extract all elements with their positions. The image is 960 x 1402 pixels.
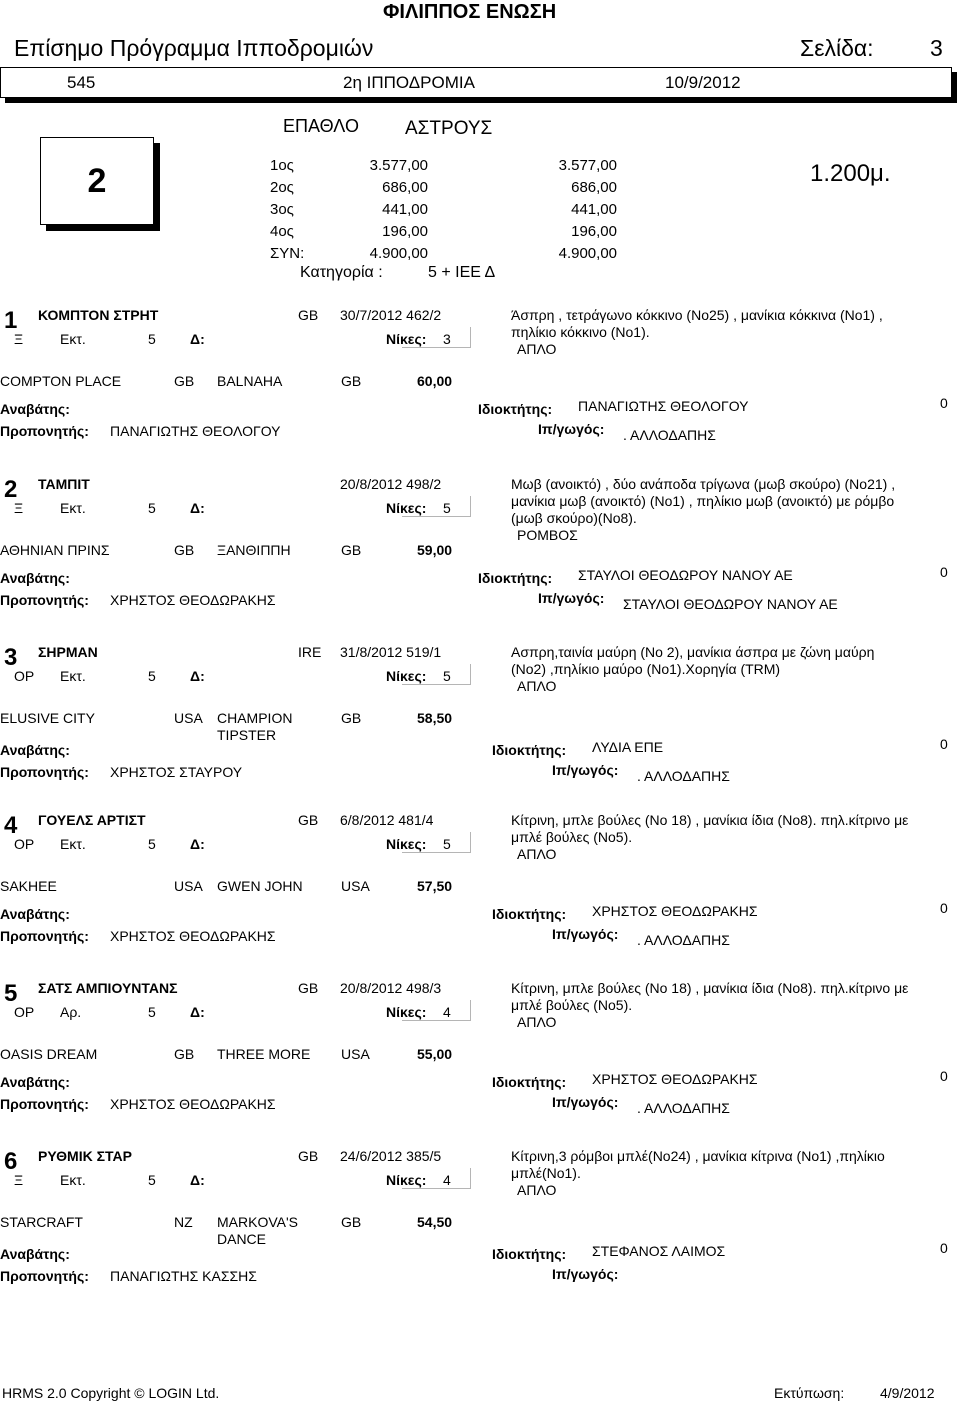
delta-label: Δ: (190, 500, 205, 516)
silks-description: Ασπρη,ταινία μαύρη (Νο 2), μανίκια άσπρα με ζώνη μαύρη (Νο2) ,πηλίκιο μαύρο (Νο1).Χορηγία (TRM) (511, 644, 875, 677)
horse-country: GB (298, 980, 319, 996)
race-date: 10/9/2012 (665, 73, 741, 92)
breeder-name: . ΑΛΛΟΔΑΠΗΣ (637, 1100, 730, 1116)
race-number-box: 2 (40, 137, 154, 225)
prize-place: 1ος (270, 157, 294, 174)
trainer-name: ΧΡΗΣΤΟΣ ΘΕΟΔΩΡΑΚΗΣ (110, 592, 276, 608)
horse-country: GB (298, 812, 319, 828)
horse-country: GB (298, 307, 319, 323)
horse-age: 5 (148, 500, 156, 516)
horse-sex: Ξ (14, 1172, 24, 1188)
owner-count: 0 (940, 1240, 948, 1256)
wins-label: Νίκες: (386, 500, 427, 516)
owner-label: Ιδιοκτήτης: (478, 401, 553, 417)
horse-name: ΓΟΥΕΛΣ ΑΡΤΙΣΤ (38, 812, 146, 828)
horse-date-ref: 20/8/2012 498/2 (340, 476, 442, 492)
horse-name: ΤΑΜΠΙΤ (38, 476, 90, 492)
horse-wins: 3 (443, 331, 451, 347)
owner-count: 0 (940, 564, 948, 580)
breeder-label: Ιπ/γωγός: (552, 762, 619, 778)
silks-pattern: ΑΠΛΟ (517, 1182, 557, 1198)
category-value: 5 + ΙΕΕ Δ (428, 264, 496, 281)
owner-count: 0 (940, 395, 948, 411)
sire-country: NZ (174, 1214, 193, 1230)
horse-date-ref: 6/8/2012 481/4 (340, 812, 434, 828)
horse-wins: 4 (443, 1004, 451, 1020)
owner-name: ΠΑΝΑΓΙΩΤΗΣ ΘΕΟΛΟΓΟΥ (578, 398, 749, 414)
sire-country: GB (174, 542, 195, 558)
race-header-band (0, 67, 952, 98)
horse-name: ΣΗΡΜΑΝ (38, 644, 98, 660)
horse-country: GB (298, 1148, 319, 1164)
trainer-name: ΧΡΗΣΤΟΣ ΘΕΟΔΩΡΑΚΗΣ (110, 1096, 276, 1112)
horse-age-label: Εκτ. (60, 836, 86, 852)
horse-number: 2 (4, 476, 18, 503)
horse-wins: 5 (443, 836, 451, 852)
sire-name: ELUSIVE CITY (0, 710, 95, 726)
sire-name: COMPTON PLACE (0, 373, 122, 389)
horse-sex: Ξ (14, 500, 24, 516)
breeder-label: Ιπ/γωγός: (538, 590, 605, 606)
prize-place: ΣΥΝ: (270, 245, 305, 262)
prize-amount-b: 4.900,00 (558, 245, 617, 262)
jockey-label: Αναβάτης: (0, 570, 70, 586)
horse-name: ΡΥΘΜΙΚ ΣΤΑΡ (38, 1148, 132, 1164)
horse-wins: 5 (443, 668, 451, 684)
dam-name: THREE MORE (217, 1046, 311, 1062)
owner-label: Ιδιοκτήτης: (492, 742, 567, 758)
delta-label: Δ: (190, 331, 205, 347)
trainer-name: ΠΑΝΑΓΙΩΤΗΣ ΚΑΣΣΗΣ (110, 1268, 257, 1284)
sire-name: ΑΘΗΝΙΑΝ ΠΡΙΝΣ (0, 542, 110, 558)
horse-date-ref: 20/8/2012 498/3 (340, 980, 442, 996)
breeder-name: . ΑΛΛΟΔΑΠΗΣ (637, 932, 730, 948)
delta-label: Δ: (190, 1172, 205, 1188)
horse-age: 5 (148, 668, 156, 684)
prize-amount-b: 3.577,00 (558, 157, 617, 174)
print-date: 4/9/2012 (880, 1385, 935, 1401)
prize-place: 4ος (270, 223, 294, 240)
horse-wins: 5 (443, 500, 451, 516)
prize-amount-b: 441,00 (571, 201, 617, 218)
carried-weight: 58,50 (417, 710, 453, 726)
owner-label: Ιδιοκτήτης: (492, 1246, 567, 1262)
owner-name: ΣΤΕΦΑΝΟΣ ΛΑΙΜΟΣ (592, 1243, 726, 1259)
dam-country: GB (341, 542, 362, 558)
horse-age-label: Εκτ. (60, 668, 86, 684)
silks-pattern: ΑΠΛΟ (517, 846, 557, 862)
wins-field-box (402, 496, 471, 517)
trainer-label: Προπονητής: (0, 928, 89, 944)
horse-age: 5 (148, 836, 156, 852)
owner-count: 0 (940, 1068, 948, 1084)
wins-label: Νίκες: (386, 668, 427, 684)
document-title: Επίσημο Πρόγραμμα Ιπποδρομιών (14, 35, 374, 61)
prize-amount-a: 196,00 (382, 223, 428, 240)
horse-name: ΚΟΜΠΤΟΝ ΣΤΡΗΤ (38, 307, 159, 323)
owner-name: ΧΡΗΣΤΟΣ ΘΕΟΔΩΡΑΚΗΣ (592, 1071, 758, 1087)
horse-sex: ΟΡ (14, 1004, 35, 1020)
owner-count: 0 (940, 900, 948, 916)
copyright: HRMS 2.0 Copyright © LOGIN Ltd. (2, 1385, 220, 1401)
silks-pattern: ΑΠΛΟ (517, 678, 557, 694)
dam-name: GWEN JOHN (217, 878, 303, 894)
delta-label: Δ: (190, 1004, 205, 1020)
sire-country: GB (174, 373, 195, 389)
carried-weight: 54,50 (417, 1214, 453, 1230)
meeting-number: 545 (67, 73, 96, 92)
horse-number: 3 (4, 644, 18, 671)
horse-wins: 4 (443, 1172, 451, 1188)
race-title: 2η ΙΠΠΟΔΡΟΜΙΑ (343, 73, 475, 92)
dam-country: USA (341, 878, 370, 894)
print-label: Εκτύπωση: (774, 1385, 845, 1401)
trainer-name: ΧΡΗΣΤΟΣ ΘΕΟΔΩΡΑΚΗΣ (110, 928, 276, 944)
sire-name: STARCRAFT (0, 1214, 83, 1230)
horse-age: 5 (148, 331, 156, 347)
horse-age-label: Εκτ. (60, 1172, 86, 1188)
silks-description: Κίτρινη, μπλε βούλες (Νο 18) , μανίκια ίδια (Νο8). πηλ.κίτρινο με μπλέ βούλες (Νο5). (511, 980, 909, 1013)
owner-name: ΧΡΗΣΤΟΣ ΘΕΟΔΩΡΑΚΗΣ (592, 903, 758, 919)
prize-amount-a: 3.577,00 (369, 157, 428, 174)
trainer-label: Προπονητής: (0, 592, 89, 608)
trainer-label: Προπονητής: (0, 423, 89, 439)
owner-name: ΛΥΔΙΑ ΕΠΕ (592, 739, 664, 755)
sire-name: OASIS DREAM (0, 1046, 98, 1062)
prize-amount-a: 441,00 (382, 201, 428, 218)
carried-weight: 55,00 (417, 1046, 453, 1062)
prize-amount-a: 4.900,00 (369, 245, 428, 262)
carried-weight: 57,50 (417, 878, 453, 894)
trainer-label: Προπονητής: (0, 764, 89, 780)
wins-field-box (402, 327, 471, 348)
trainer-name: ΠΑΝΑΓΙΩΤΗΣ ΘΕΟΛΟΓΟΥ (110, 423, 281, 439)
prize-place: 2ος (270, 179, 294, 196)
trainer-label: Προπονητής: (0, 1268, 89, 1284)
sire-country: USA (174, 710, 203, 726)
horse-number: 6 (4, 1148, 18, 1175)
wins-label: Νίκες: (386, 331, 427, 347)
jockey-label: Αναβάτης: (0, 742, 70, 758)
delta-label: Δ: (190, 836, 205, 852)
owner-label: Ιδιοκτήτης: (478, 570, 553, 586)
sire-country: GB (174, 1046, 195, 1062)
page-number: 3 (930, 35, 943, 61)
sire-name: SAKHEE (0, 878, 57, 894)
silks-pattern: ΑΠΛΟ (517, 1014, 557, 1030)
horse-age: 5 (148, 1172, 156, 1188)
silks-pattern: ΡΟΜΒΟΣ (517, 527, 578, 543)
trainer-name: ΧΡΗΣΤΟΣ ΣΤΑΥΡΟΥ (110, 764, 243, 780)
horse-date-ref: 24/6/2012 385/5 (340, 1148, 442, 1164)
breeder-label: Ιπ/γωγός: (552, 1266, 619, 1282)
dam-name: ΞΑΝΘΙΠΠΗ (217, 542, 291, 558)
breeder-label: Ιπ/γωγός: (552, 1094, 619, 1110)
sire-country: USA (174, 878, 203, 894)
prize-amount-b: 686,00 (571, 179, 617, 196)
owner-count: 0 (940, 736, 948, 752)
horse-date-ref: 31/8/2012 519/1 (340, 644, 442, 660)
horse-age-label: Εκτ. (60, 500, 86, 516)
wins-label: Νίκες: (386, 1172, 427, 1188)
breeder-label: Ιπ/γωγός: (552, 926, 619, 942)
breeder-name: . ΑΛΛΟΔΑΠΗΣ (637, 768, 730, 784)
horse-number: 4 (4, 812, 18, 839)
silks-description: Μωβ (ανοικτό) , δύο ανάποδα τρίγωνα (μωβ σκούρο) (Νο21) , μανίκια μωβ (ανοικτό) (Νο1) , πηλίκιο μωβ (ανοικτό) με ρόμβο (μωβ σκούρο)(Νο8). (511, 476, 896, 526)
silks-description: Κίτρινη,3 ρόμβοι μπλέ(Νο24) , μανίκια κίτρινα (Νο1) ,πηλίκιο μπλέ(Νο1). (511, 1148, 885, 1181)
horse-number: 5 (4, 980, 18, 1007)
breeder-label: Ιπ/γωγός: (538, 421, 605, 437)
prize-label: ΕΠΑΘΛΟ (283, 116, 359, 136)
wins-field-box (402, 832, 471, 853)
carried-weight: 59,00 (417, 542, 453, 558)
race-distance: 1.200μ. (810, 160, 891, 187)
jockey-label: Αναβάτης: (0, 401, 70, 417)
jockey-label: Αναβάτης: (0, 1074, 70, 1090)
jockey-label: Αναβάτης: (0, 1246, 70, 1262)
horse-sex: ΟΡ (14, 668, 35, 684)
jockey-label: Αναβάτης: (0, 906, 70, 922)
horse-date-ref: 30/7/2012 462/2 (340, 307, 442, 323)
trainer-label: Προπονητής: (0, 1096, 89, 1112)
horse-country: IRE (298, 644, 322, 660)
horse-sex: ΟΡ (14, 836, 35, 852)
dam-name: BALNAHA (217, 373, 283, 389)
dam-country: USA (341, 1046, 370, 1062)
owner-name: ΣΤΑΥΛΟΙ ΘΕΟΔΩΡΟΥ ΝΑΝΟΥ ΑΕ (578, 567, 793, 583)
wins-field-box (402, 664, 471, 685)
silks-pattern: ΑΠΛΟ (517, 341, 557, 357)
dam-country: GB (341, 710, 362, 726)
dam-country: GB (341, 373, 362, 389)
dam-name: MARKOVA'S DANCE (217, 1214, 298, 1247)
horse-age-label: Εκτ. (60, 331, 86, 347)
horse-age-label: Αρ. (60, 1004, 82, 1020)
silks-description: Κίτρινη, μπλε βούλες (Νο 18) , μανίκια ίδια (Νο8). πηλ.κίτρινο με μπλέ βούλες (Νο5). (511, 812, 909, 845)
owner-label: Ιδιοκτήτης: (492, 906, 567, 922)
prize-amount-a: 686,00 (382, 179, 428, 196)
dam-name: CHAMPION TIPSTER (217, 710, 293, 743)
page-label: Σελίδα: (800, 35, 874, 61)
horse-name: ΣΑΤΣ ΑΜΠΙΟΥΝΤΑΝΣ (38, 980, 178, 996)
owner-label: Ιδιοκτήτης: (492, 1074, 567, 1090)
prize-amount-b: 196,00 (571, 223, 617, 240)
club-name: ΦΙΛΙΠΠΟΣ ΕΝΩΣΗ (383, 1, 557, 23)
wins-label: Νίκες: (386, 1004, 427, 1020)
wins-field-box (402, 1000, 471, 1021)
breeder-name: ΣΤΑΥΛΟΙ ΘΕΟΔΩΡΟΥ ΝΑΝΟΥ ΑΕ (623, 596, 838, 612)
wins-field-box (402, 1168, 471, 1189)
breeder-name: . ΑΛΛΟΔΑΠΗΣ (623, 427, 716, 443)
carried-weight: 60,00 (417, 373, 453, 389)
prize-place: 3ος (270, 201, 294, 218)
wins-label: Νίκες: (386, 836, 427, 852)
dam-country: GB (341, 1214, 362, 1230)
prize-name: ΑΣΤΡΟΥΣ (405, 118, 493, 139)
category-label: Κατηγορία : (300, 264, 383, 281)
silks-description: Άσπρη , τετράγωνο κόκκινο (Νο25) , μανίκια κόκκινα (Νο1) , πηλίκιο κόκκινο (Νο1). (511, 307, 883, 340)
horse-number: 1 (4, 307, 18, 334)
delta-label: Δ: (190, 668, 205, 684)
horse-sex: Ξ (14, 331, 24, 347)
horse-age: 5 (148, 1004, 156, 1020)
